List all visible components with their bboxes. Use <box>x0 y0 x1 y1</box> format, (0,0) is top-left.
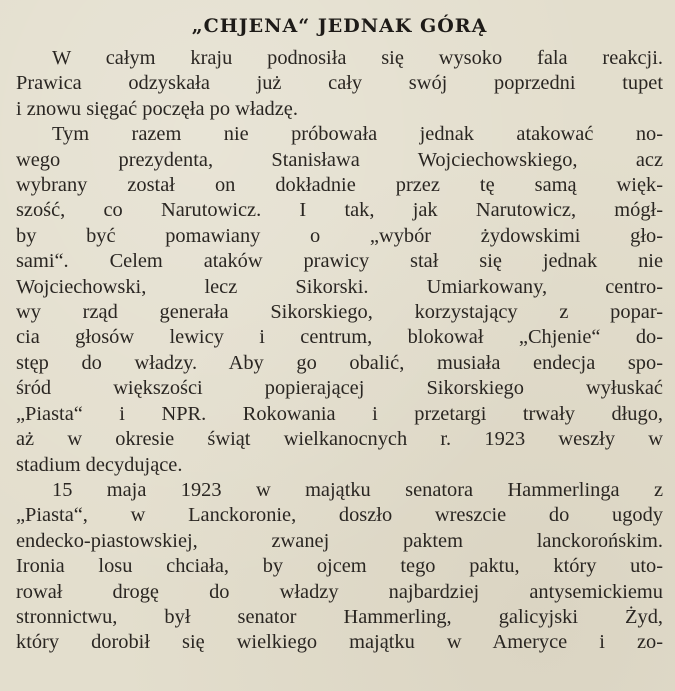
paragraph-line: Ironia losu chciała, by ojcem tego paktu, który uto- <box>16 555 663 578</box>
paragraph-line: stronnictwu, był senator Hammerling, galicyjski Żyd, <box>16 605 663 628</box>
paragraph-line: i znowu sięgać poczęła po władzę. <box>16 97 298 120</box>
paragraph-line: stadium decydujące. <box>16 453 183 476</box>
paragraph-line: Tym razem nie próbowała jednak atakować no- <box>52 123 663 146</box>
paragraph-line: szość, co Narutowicz. I tak, jak Narutowicz, mógł- <box>16 199 663 222</box>
paragraph-line: wybrany został on dokładnie przez tę samą więk- <box>16 174 663 197</box>
paragraph-line: rował drogę do władzy najbardziej antysemickiemu <box>16 580 663 603</box>
paragraph-line: sami“. Celem ataków prawicy stał się jednak nie <box>16 250 663 273</box>
paragraph-line: W całym kraju podnosiła się wysoko fala reakcji. <box>52 47 663 69</box>
paragraph-line: by być pomawiany o „wybór żydowskimi gło- <box>16 224 663 247</box>
paragraph-line: „Piasta“ i NPR. Rokowania i przetargi trwały długo, <box>16 402 663 425</box>
paragraph-line: 15 maja 1923 w majątku senatora Hammerlinga z <box>52 478 663 501</box>
paragraph-line: stęp do władzy. Aby go obalić, musiała endecja spo- <box>16 351 663 374</box>
article-title: „CHJENA“ JEDNAK GÓRĄ <box>191 15 488 37</box>
paragraph-line: cia głosów lewicy i centrum, blokował „Chjenie“ do- <box>16 326 663 349</box>
paragraph-line: który dorobił się wielkiego majątku w Ameryce i zo- <box>16 631 663 654</box>
article-paragraph-2 <box>16 122 663 478</box>
paragraph-line: Wojciechowski, lecz Sikorski. Umiarkowany, centro- <box>16 275 663 298</box>
article-paragraph-1 <box>16 46 663 122</box>
paragraph-line: „Piasta“, w Lanckoronie, doszło wreszcie do ugody <box>16 504 663 527</box>
paragraph-line: wego prezydenta, Stanisława Wojciechowskiego, acz <box>16 148 663 171</box>
paragraph-line: wy rząd generała Sikorskiego, korzystający z popar- <box>16 301 663 324</box>
paragraph-line: aż w okresie świąt wielkanocnych r. 1923 weszły w <box>16 428 663 451</box>
article-paragraph-3 <box>16 478 663 656</box>
paragraph-line: śród większości popierającej Sikorskiego wyłuskać <box>16 377 663 400</box>
paragraph-line: endecko-piastowskiej, zwanej paktem lanckorońskim. <box>16 529 663 552</box>
paragraph-line: Prawica odzyskała już cały swój poprzedni tupet <box>16 72 663 95</box>
